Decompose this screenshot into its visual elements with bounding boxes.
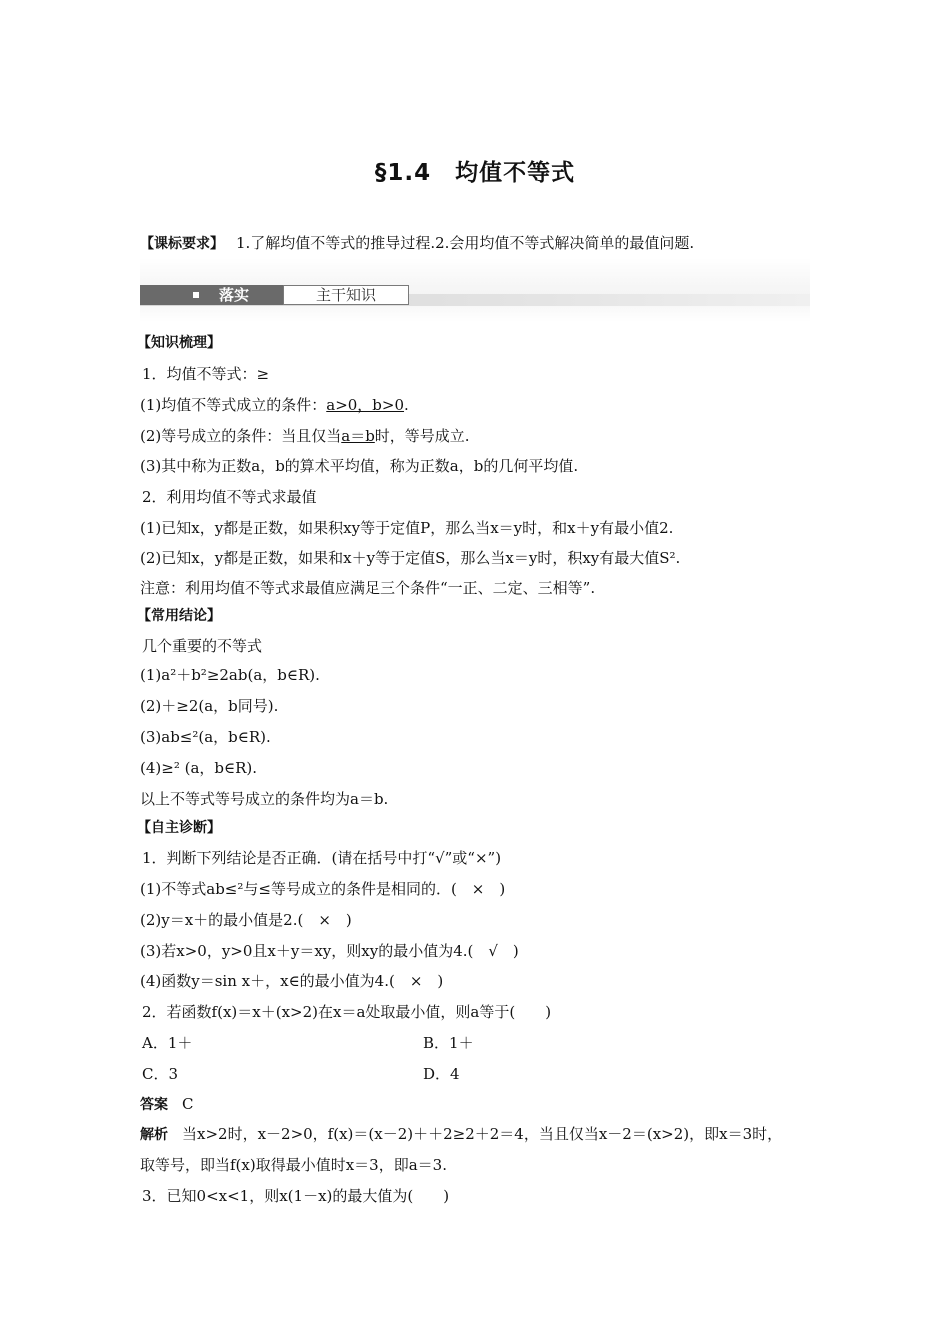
analysis-line-1: 解析 当x>2时，x－2>0，f(x)＝(x－2)＋＋2≥2＋2＝4，当且仅当x－2＝(x>2)，即x＝3时， [140, 1125, 783, 1143]
diagnosis-q1-3: (3)若x>0，y>0且x＋y＝xy，则xy的最小值为4.( √ ) [140, 942, 519, 960]
conclusions-heading: 【常用结论】 [137, 608, 221, 624]
knowledge-line-1: 1．均值不等式：≥ [142, 365, 270, 383]
diagnosis-q1-1: (1)不等式ab≤²与≤等号成立的条件是相同的．( × ) [140, 880, 506, 898]
knowledge-line-cond1: (1)均值不等式成立的条件：a>0，b>0. [140, 396, 409, 414]
cond1-answer: a>0，b>0 [326, 396, 405, 414]
answer-line [140, 1094, 193, 1115]
page-title: §1.4 均值不等式 [374, 160, 576, 186]
requirement-tag: 【课标要求】 [140, 236, 224, 252]
diagnosis-heading: 【自主诊断】 [137, 820, 221, 836]
diagnosis-q1-4: (4)函数y＝sin x＋，x∈的最小值为4.( × ) [140, 972, 444, 990]
conclusions-line-5: 以上不等式等号成立的条件均为a＝b. [140, 790, 389, 808]
conclusions-line-1: (1)a²＋b²≥2ab(a，b∈R). [140, 666, 320, 684]
option-d: D．4 [423, 1065, 460, 1083]
diagnosis-q1-2: (2)y＝x＋的最小值是2.( × ) [140, 911, 352, 929]
conclusions-line-3: (3)ab≤²(a，b∈R). [140, 728, 271, 746]
banner-light-label: 主干知识 [283, 285, 409, 305]
requirement-text: 1.了解均值不等式的推导过程.2.会用均值不等式解决简单的最值问题. [236, 234, 695, 252]
knowledge-line-2: 2．利用均值不等式求最值 [142, 488, 317, 506]
knowledge-line-max: (2)已知x，y都是正数，如果和x＋y等于定值S，那么当x＝y时，积xy有最大值S². [140, 549, 681, 567]
knowledge-line-min: (1)已知x，y都是正数，如果积xy等于定值P，那么当x＝y时，和x＋y有最小值2. [140, 519, 674, 537]
conclusions-line-0: 几个重要的不等式 [142, 637, 263, 655]
option-b: B．1＋ [423, 1034, 474, 1052]
square-bullet-icon [193, 292, 199, 298]
cond2-answer: a＝b [341, 427, 375, 445]
conclusions-line-4: (4)≥² (a，b∈R). [140, 759, 258, 777]
analysis-line-2: 取等号，即当f(x)取得最小值时x＝3，即a＝3. [140, 1156, 447, 1174]
option-row-1 [142, 1033, 192, 1053]
diagnosis-q2: 2．若函数f(x)＝x＋(x>2)在x＝a处取最小值，则a等于( ) [142, 1003, 552, 1021]
knowledge-line-means: (3)其中称为正数a，b的算术平均值，称为正数a，b的几何平均值. [140, 457, 579, 475]
conclusions-line-2: (2)＋≥2(a，b同号). [140, 697, 279, 715]
banner-dark-label: 落实 [140, 285, 283, 305]
curriculum-requirement [140, 232, 694, 253]
knowledge-heading: 【知识梳理】 [137, 335, 221, 351]
knowledge-line-note: 注意：利用均值不等式求最值应满足三个条件“一正、二定、三相等”. [140, 579, 596, 597]
option-c: C．3 [142, 1065, 179, 1083]
diagnosis-q3: 3．已知0<x<1，则x(1－x)的最大值为( ) [142, 1187, 450, 1205]
diagnosis-q1: 1．判断下列结论是否正确．(请在括号中打“√”或“×”) [142, 849, 502, 867]
knowledge-line-cond2: (2)等号成立的条件：当且仅当a＝b时，等号成立. [140, 427, 470, 445]
answer-label: 答案 [140, 1097, 168, 1113]
section-banner [140, 258, 810, 322]
analysis-label: 解析 [140, 1127, 168, 1143]
option-a: A．1＋ [142, 1034, 193, 1052]
answer-value: C [182, 1095, 194, 1113]
